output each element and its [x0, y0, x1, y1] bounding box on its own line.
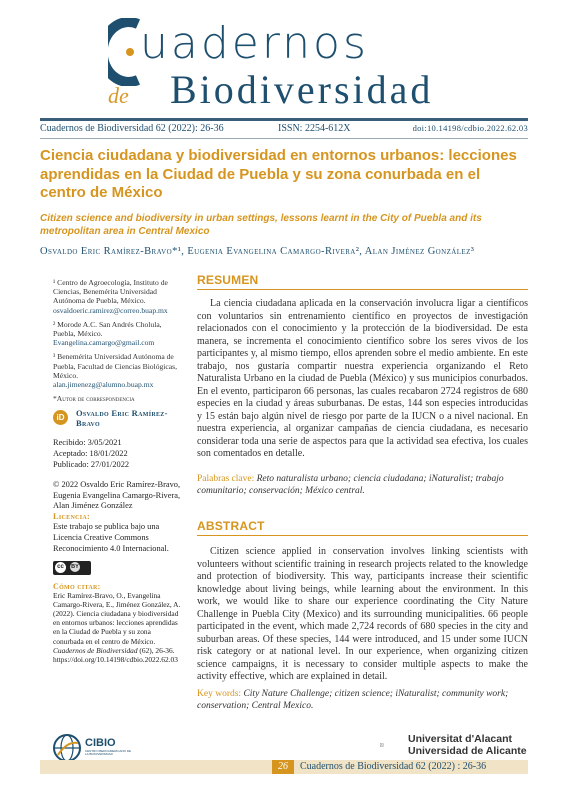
cc-icon: cc	[55, 562, 66, 573]
journal-logo-word1: uadernos	[140, 18, 369, 69]
affiliation-3-email[interactable]: alan.jimenezg@alumno.buap.mx	[53, 380, 154, 390]
running-header-issn: ISSN: 2254-612X	[278, 123, 351, 134]
article-subtitle: Citizen science and biodiversity in urban settings, lessons learnt in the City of Puebla and its metropolitan area in Central Mexico	[40, 213, 482, 237]
affiliation-1: ¹ Centro de Agroecología, Instituto de Ciencias, Benemérita Universidad Autónoma de Puebla, México.	[53, 278, 168, 306]
running-header	[40, 123, 528, 137]
orcid-icon[interactable]: iD	[53, 410, 68, 425]
running-header-journal: Cuadernos de Biodiversidad 62 (2022): 26-36	[40, 123, 224, 134]
orcid-link[interactable]	[53, 408, 181, 434]
resumen-text: La ciencia ciudadana aplicada en la conservación involucra ligar a científicos con voluntarios sin entrenamiento científico en proyectos de investigación relacionados con el conocimiento y la protección de la biodiversidad. De esta manera, se incrementa el conocimiento científico sobre los seres vivos de los participantes y, al mismo tiempo, ellos aprenden sobre el medio ambiente. En este trabajo, nos gustaría compartir nuestra experiencia organizando el Reto Naturalista Urbano en la ciudad de Puebla (México) y sus municipios conurbados. En el evento, participaron 66 personas, las cuales recabaron 2724 registros de 680 especies en la ciudad y áreas suburbanas. De estas, 144 son especies introducidas y 15 están bajo algún nivel de riesgo por parte de la IUCN o a nivel nacional. En nuestra experiencia, al organizar campañas de ciencia ciudadana, es necesario considerar toda una serie de aspectos para que la actividad sea efectiva, los cuales son comentados en detalle.	[197, 298, 528, 459]
abstract-body	[197, 546, 528, 684]
citation-journal: Cuadernos de Biodiversidad	[53, 645, 138, 655]
article-dates	[53, 437, 181, 470]
university-logo-icon	[380, 733, 404, 757]
abstract-keywords	[197, 688, 528, 712]
by-icon: BY	[71, 564, 79, 570]
running-header-doi[interactable]: doi:10.14198/cdbio.2022.62.03	[412, 123, 528, 133]
date-accepted: Aceptado: 18/01/2022	[53, 449, 128, 458]
cibio-logo-text: CIBIO	[85, 737, 116, 749]
orcid-author-name[interactable]: Osvaldo Eric Ramírez-Bravo	[76, 408, 168, 428]
corresponding-note: *Autor de correspondencia	[53, 394, 135, 404]
abstract-rule	[197, 535, 528, 536]
resumen-keywords-label: Palabras clave:	[197, 474, 255, 484]
citation-text: Eric Ramírez-Bravo, O., Evangelina Camargo-Rivera, E., Jiménez González, A. (2022). Ciencia ciudadana y biodiversidad en entornos urbanos: lecciones aprendidas en la Ciudad de Puebla y su zona conurbada en el centro de México.	[53, 591, 181, 646]
citation-label: Cómo citar:	[53, 582, 101, 591]
affiliation-1-email[interactable]: osvaldoeric.ramirez@correo.buap.mx	[53, 305, 168, 315]
university-name-valencian: Universitat d'Alacant	[408, 733, 513, 745]
header-rule	[40, 118, 528, 121]
cibio-logo-subtext: CENTRO IBEROAMERICANO DE LA BIODIVERSIDAD	[85, 749, 132, 757]
resumen-keywords	[197, 473, 528, 497]
cibio-logo	[52, 733, 132, 763]
abstract-text: Citizen science applied in conservation involves linking scientists with volunteers without scientific training in research projects related to the knowledge and protection of biodiversity. This way, participants increase their scientific knowledge about living beings, while learning about the environment. In this work, we would like to share our experience coordinating the City Nature Challenge in Puebla City (Mexico) and its surrounding municipalities. 66 people participated in the event, which made 2,724 records of 680 species in the city and suburban areas. Of these species, 144 were introduced, and 15 under some IUCN risk category or at national level. In our experience, when organizing citizen science campaigns, it is necessary to consider multiple aspects to make the activity effective, which are explained in detail.	[197, 546, 528, 682]
license-label: Licencia:	[53, 511, 91, 521]
page-number: 26	[272, 760, 294, 774]
affiliation-3: ³ Benemérita Universidad Autónoma de Puebla, Facultad de Ciencias Biológicas, México.	[53, 352, 178, 380]
university-name-spanish: Universidad de Alicante	[408, 745, 527, 757]
cibio-globe-icon	[52, 733, 82, 763]
cc-by-badge[interactable]	[53, 561, 91, 575]
affiliation-2: ² Morode A.C. San Andrés Cholula, Puebla, México.	[53, 319, 162, 339]
citation-block	[53, 582, 181, 664]
footer-journal: Cuadernos de Biodiversidad 62 (2022) : 26-36	[300, 761, 487, 772]
license-block	[53, 480, 183, 554]
resumen-rule	[197, 289, 528, 290]
resumen-heading: RESUMEN	[197, 273, 259, 287]
article-title: Ciencia ciudadana y biodiversidad en entornos urbanos: lecciones aprendidas en la Ciudad de Puebla y su zona conurbada en el centro de México	[40, 147, 517, 201]
article-authors: Osvaldo Eric Ramírez-Bravo*¹, Eugenia Evangelina Camargo-Rivera², Alan Jiménez González³	[40, 246, 475, 257]
journal-logo-de: de	[108, 83, 129, 108]
abstract-heading: ABSTRACT	[197, 519, 265, 533]
journal-logo-word2: Biodiversidad	[170, 67, 434, 112]
date-published: Publicado: 27/01/2022	[53, 460, 130, 469]
header-rule-thin	[40, 138, 528, 139]
abstract-keywords-text: City Nature Challenge; citizen science; iNaturalist; community work; conservation; Central Mexico.	[197, 689, 509, 711]
journal-logo-c	[108, 18, 142, 86]
abstract-keywords-label: Key words:	[197, 689, 242, 699]
affiliations	[53, 278, 181, 403]
resumen-keywords-text: Reto naturalista urbano; ciencia ciudadana; iNaturalist; trabajo comunitario; conservación; México central.	[197, 474, 504, 496]
resumen-body	[197, 298, 528, 461]
date-received: Recibido: 3/05/2021	[53, 438, 122, 447]
affiliation-2-email[interactable]: Evangelina.camargo@gmail.com	[53, 338, 155, 348]
citation-tail[interactable]: (62), 26-36. https://doi.org/10.14198/cdbio.2022.62.03	[53, 645, 178, 664]
license-text[interactable]: Este trabajo se publica bajo una Licencia Creative Commons Reconocimiento 4.0 Internacional.	[53, 522, 169, 553]
copyright-text: © 2022 Osvaldo Eric Ramírez-Bravo, Eugenia Evangelina Camargo-Rivera, Alan Jiménez González	[53, 480, 181, 511]
